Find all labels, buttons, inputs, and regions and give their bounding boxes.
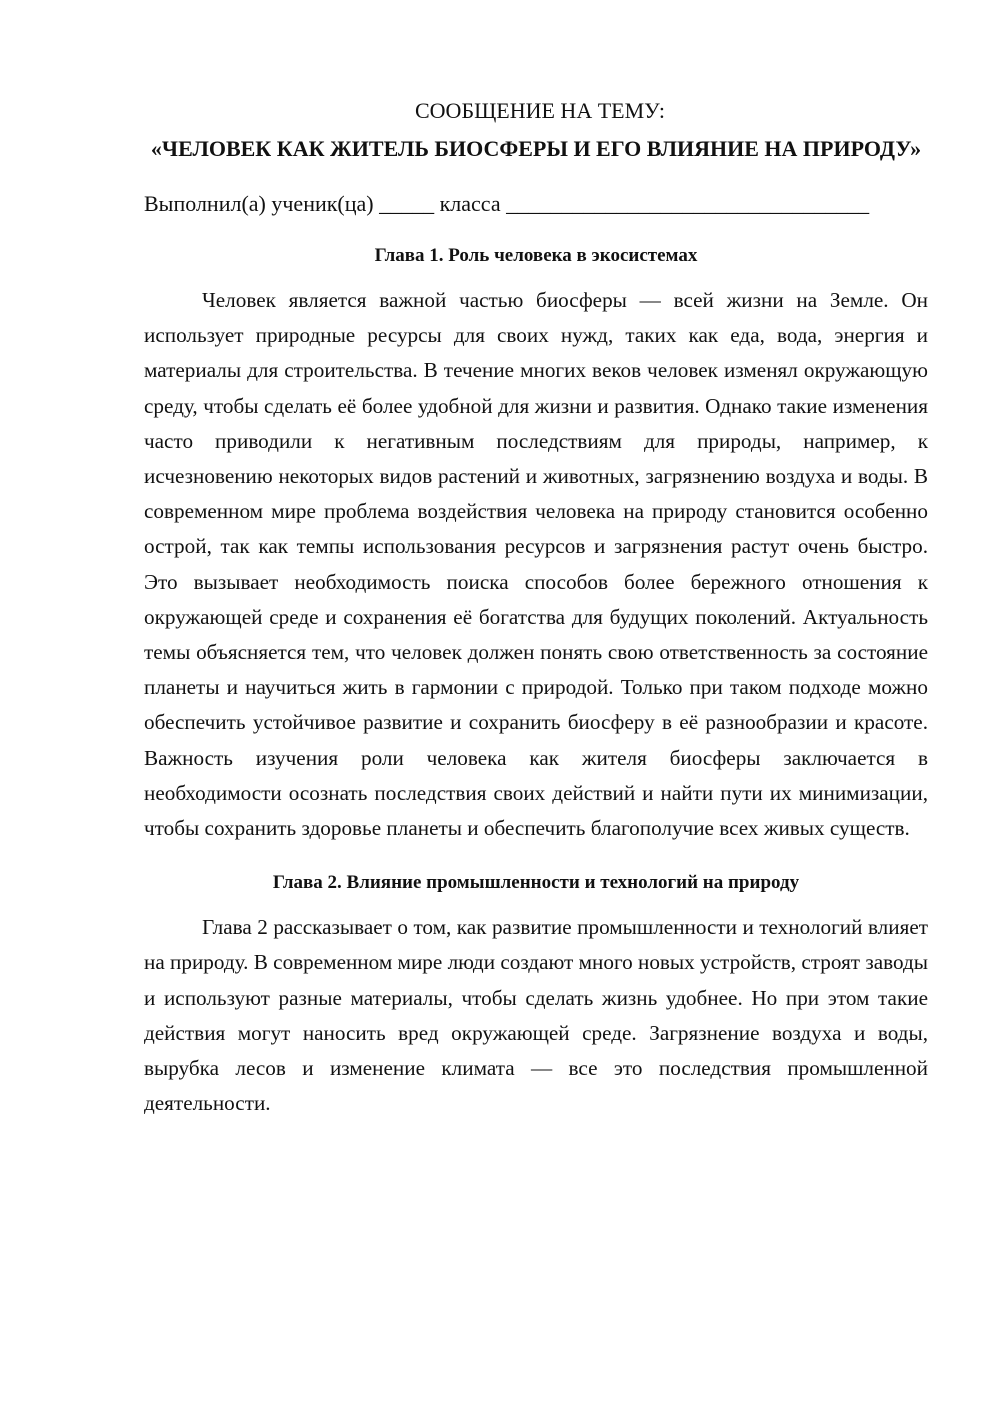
chapter-2-heading: Глава 2. Влияние промышленности и технологий на природу (272, 872, 800, 894)
document-title: «ЧЕЛОВЕК КАК ЖИТЕЛЬ БИОСФЕРЫ И ЕГО ВЛИЯНИЕ НА ПРИРОДУ» (150, 136, 922, 161)
chapter-2 (144, 868, 928, 1121)
chapter-1-heading: Глава 1. Роль человека в экосистемах (374, 245, 698, 266)
author-line: Выполнил(а) ученик(ца) _____ класса _________________________________ (144, 191, 870, 216)
chapter-1 (144, 241, 928, 846)
document-subtitle: СООБЩЕНИЕ НА ТЕМУ: (415, 98, 665, 123)
chapter-2-paragraph: Глава 2 рассказывает о том, как развитие промышленности и технологий влияет на природу. В современном мире люди создают много новых устройств, строят заводы и используют разные материалы, чтобы сделать жизнь удобнее. Но при этом такие действия могут наносить вред окружающей среде. Загрязнение воздуха и воды, вырубка лесов и изменение климата — все это последствия промышленной деятельности. (144, 915, 928, 1116)
chapter-1-paragraph: Человек является важной частью биосферы — всей жизни на Земле. Он использует природные ресурсы для своих нужд, таких как еда, вода, энергия и материалы для строительства. В течение многих веков человек изменял окружающую среду, чтобы сделать её более удобной для жизни и развития. Однако такие изменения часто приводили к негативным последствиям для природы, например, к исчезновению некоторых видов растений и животных, загрязнению воздуха и воды. В современном мире проблема воздействия человека на природу становится особенно острой, так как темпы использования ресурсов и загрязнения растут очень быстро. Это вызывает необходимость поиска способов более бережного отношения к окружающей среде и сохранения её богатства для будущих поколений. Актуальность темы объясняется тем, что человек должен понять свою ответственность за состояние планеты и научиться жить в гармонии с природой. Только при таком подходе можно обеспечить устойчивое развитие и сохранить биосферу в её разнообразии и красоте. Важность изучения роли человека как жителя биосферы заключается в необходимости осознать последствия своих действий и найти пути их минимизации, чтобы сохранить здоровье планеты и обеспечить благополучие всех живых существ. (144, 288, 928, 841)
